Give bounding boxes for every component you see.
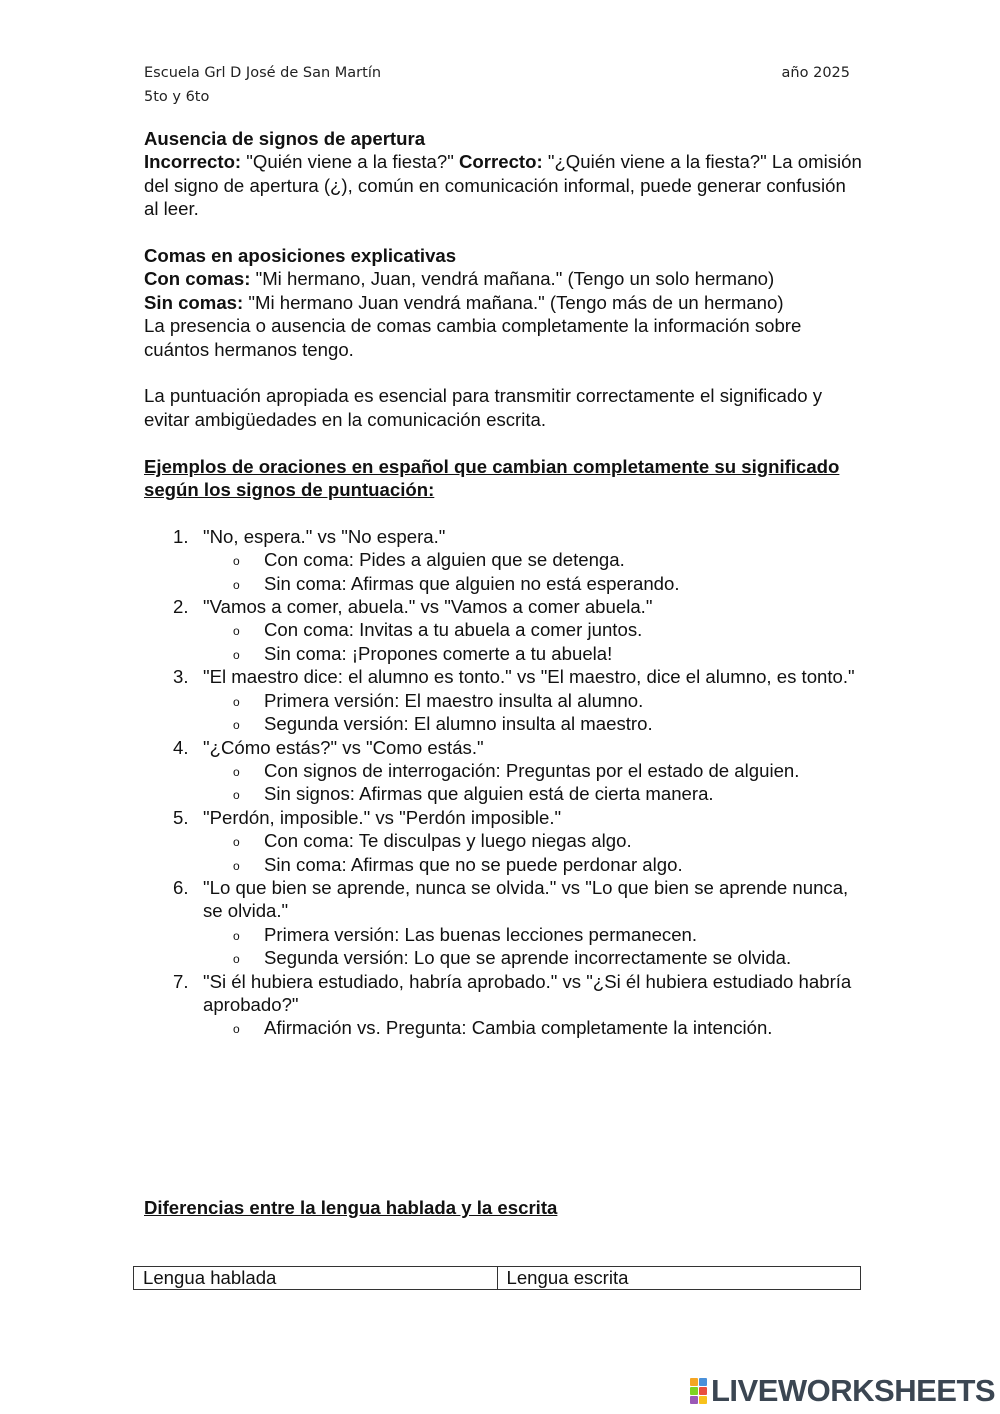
with-commas-line <box>144 267 864 290</box>
example-item <box>144 806 864 876</box>
logo-block <box>699 1387 707 1395</box>
explanation-item <box>203 946 864 969</box>
circle-bullet-icon: o <box>233 577 240 592</box>
logo-text: LIVEWORKSHEETS <box>711 1373 996 1408</box>
explanation-text: Con coma: Invitas a tu abuela a comer juntos. <box>264 619 643 641</box>
logo-blocks-icon <box>690 1378 707 1404</box>
circle-bullet-icon: o <box>233 718 240 733</box>
explanation-text: Sin signos: Afirmas que alguien está de cierta manera. <box>264 783 714 805</box>
example-explanations <box>203 548 864 595</box>
example-text: "No, espera." vs "No espera." <box>203 525 446 547</box>
logo-block <box>690 1378 698 1386</box>
page-header <box>144 61 850 109</box>
example-explanations <box>203 689 864 736</box>
circle-bullet-icon: o <box>233 952 240 967</box>
explanation-item <box>203 642 864 665</box>
column-header-written: Lengua escrita <box>497 1267 861 1290</box>
example-item <box>144 736 864 806</box>
explanation-item <box>203 712 864 735</box>
circle-bullet-icon: o <box>233 1022 240 1037</box>
examples-list <box>144 525 864 1040</box>
example-text: "¿Cómo estás?" vs "Como estás." <box>203 736 484 758</box>
explanation-item <box>203 1016 864 1039</box>
circle-bullet-icon: o <box>233 764 240 779</box>
explanation-text: Sin coma: Afirmas que alguien no está esperando. <box>264 572 680 594</box>
circle-bullet-icon: o <box>233 928 240 943</box>
example-number: 7. <box>173 970 189 992</box>
example-text: "El maestro dice: el alumno es tonto." vs "El maestro, dice el alumno, es tonto." <box>203 666 855 688</box>
example-number: 3. <box>173 666 189 688</box>
example-explanations <box>203 1016 864 1039</box>
logo-block <box>699 1396 707 1404</box>
explanation-text: Con coma: Pides a alguien que se detenga. <box>264 549 625 571</box>
example-explanations <box>203 923 864 970</box>
example-item <box>144 525 864 595</box>
circle-bullet-icon: o <box>233 694 240 709</box>
differences-table <box>133 1266 861 1290</box>
with-commas-example: "Mi hermano, Juan, vendrá mañana." (Tengo un solo hermano) <box>250 268 775 290</box>
document-body <box>144 127 864 1040</box>
example-text: "Si él hubiera estudiado, habría aprobado." vs "¿Si él hubiera estudiado habría aprobado?" <box>203 970 852 1015</box>
column-header-spoken: Lengua hablada <box>134 1267 498 1290</box>
explanation-text: Con signos de interrogación: Preguntas por el estado de alguien. <box>264 759 800 781</box>
example-text: "Perdón, imposible." vs "Perdón imposible." <box>203 806 562 828</box>
differences-title: Diferencias entre la lengua hablada y la escrita <box>144 1197 558 1218</box>
explanation-text: Segunda versión: El alumno insulta al maestro. <box>264 713 653 735</box>
example-text: "Lo que bien se aprende, nunca se olvida." vs "Lo que bien se aprende nunca, se olvida." <box>203 876 849 922</box>
section-title-opening-marks: Ausencia de signos de apertura <box>144 128 426 149</box>
logo-block <box>690 1396 698 1404</box>
circle-bullet-icon: o <box>233 624 240 639</box>
school-year: año 2025 <box>781 65 850 81</box>
logo-block <box>699 1378 707 1386</box>
explanation-text: Con coma: Te disculpas y luego niegas algo. <box>264 830 632 852</box>
example-item <box>144 876 864 970</box>
appositions-explanation: La presencia o ausencia de comas cambia completamente la información sobre cuántos hermanos tengo. <box>144 315 802 360</box>
example-item <box>144 970 864 1040</box>
example-item <box>144 595 864 665</box>
explanation-text: Sin coma: ¡Propones comerte a tu abuela! <box>264 642 613 664</box>
explanation-text: Primera versión: El maestro insulta al alumno. <box>264 689 644 711</box>
circle-bullet-icon: o <box>233 858 240 873</box>
example-explanations <box>203 618 864 665</box>
explanation-item <box>203 782 864 805</box>
correct-label: Correcto: <box>458 151 543 173</box>
explanation-item <box>203 689 864 712</box>
explanation-text: Afirmación vs. Pregunta: Cambia completamente la intención. <box>264 1017 773 1039</box>
example-text: "Vamos a comer, abuela." vs "Vamos a comer abuela." <box>203 596 653 618</box>
conclusion-paragraph: La puntuación apropiada es esencial para transmitir correctamente el significado y evitar ambigüedades en la comunicación escrita. <box>144 385 823 430</box>
without-commas-label: Sin comas: <box>144 291 244 313</box>
example-number: 2. <box>173 596 189 618</box>
explanation-item <box>203 572 864 595</box>
example-number: 5. <box>173 806 189 828</box>
example-explanations <box>203 759 864 806</box>
explanation-item <box>203 759 864 782</box>
explanation-text: Segunda versión: Lo que se aprende incorrectamente se olvida. <box>264 947 792 969</box>
without-commas-example: "Mi hermano Juan vendrá mañana." (Tengo más de un hermano) <box>243 291 784 313</box>
opening-marks-paragraph <box>144 150 864 220</box>
incorrect-example: "Quién viene a la fiesta?" <box>241 151 459 173</box>
correct-example: "¿Quién viene a la fiesta?" La omisión del signo de apertura (¿), común en comunicación informal, puede generar confusión al leer. <box>144 151 862 220</box>
school-name: Escuela Grl D José de San Martín <box>144 65 382 81</box>
examples-title: Ejemplos de oraciones en español que cambian completamente su significado según los signos de puntuación: <box>144 455 840 501</box>
example-item <box>144 665 864 735</box>
section-title-appositions: Comas en aposiciones explicativas <box>144 245 457 267</box>
explanation-text: Sin coma: Afirmas que no se puede perdonar algo. <box>264 853 683 875</box>
explanation-item <box>203 829 864 852</box>
incorrect-label: Incorrecto: <box>144 151 242 173</box>
circle-bullet-icon: o <box>233 647 240 662</box>
circle-bullet-icon: o <box>233 835 240 850</box>
explanation-item <box>203 923 864 946</box>
explanation-item <box>203 548 864 571</box>
without-commas-line <box>144 291 864 314</box>
example-number: 6. <box>173 876 189 898</box>
table-row <box>134 1267 861 1290</box>
example-number: 4. <box>173 736 189 758</box>
with-commas-label: Con comas: <box>144 268 251 290</box>
explanation-text: Primera versión: Las buenas lecciones permanecen. <box>264 923 698 945</box>
circle-bullet-icon: o <box>233 788 240 803</box>
grade-level: 5to y 6to <box>144 89 210 105</box>
logo-block <box>690 1387 698 1395</box>
explanation-item <box>203 618 864 641</box>
example-explanations <box>203 829 864 876</box>
liveworksheets-logo <box>690 1373 996 1408</box>
explanation-item <box>203 853 864 876</box>
circle-bullet-icon: o <box>233 554 240 569</box>
example-number: 1. <box>173 525 189 547</box>
